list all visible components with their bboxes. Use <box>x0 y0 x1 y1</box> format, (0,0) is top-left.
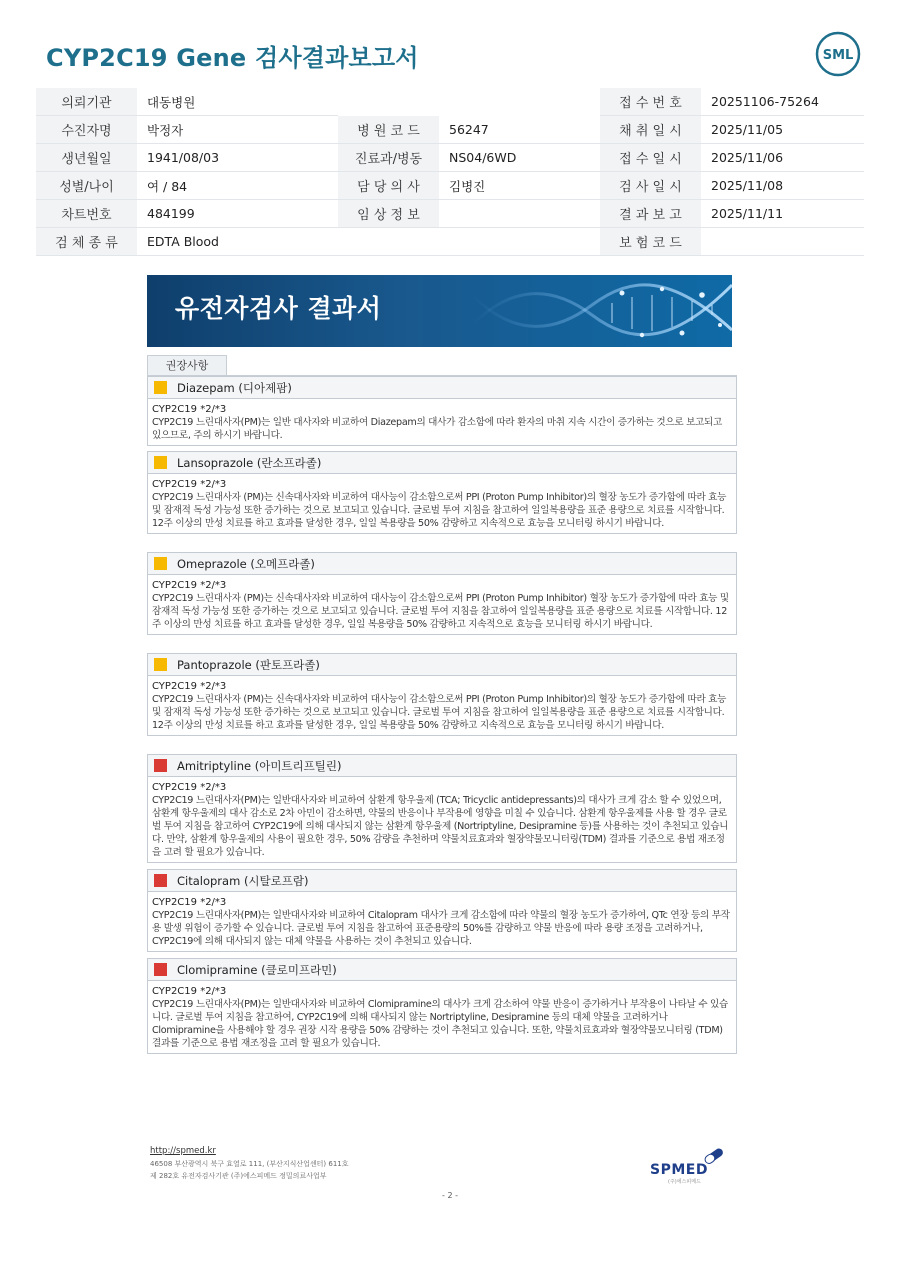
insurance-value <box>701 228 864 256</box>
drug-genotype: CYP2C19 *2/*3 <box>152 782 227 793</box>
drug-name: Clomipramine (클로미프라민) <box>177 962 337 977</box>
drug-description: CYP2C19 느린대사자 (PM)는 신속대사자와 비교하여 대사능이 감소함으로써 PPI (Proton Pump Inhibitor)의 혈장 농도가 증가함에 따라 효능 및 잠재적 독성 가능성 또한 증가하는 것으로 보고되고 있습니다. 글로벌 투여 지침을 참고하여 일일복용량을 표준 용량으로 치료를 시작합니다. 12주 이상의 만성 치료를 하고 효과를 달성한 경우, 일일 복용량을 50% 감량하고 지속적으로 효능을 모니터링 하시기 바랍니다. <box>152 492 727 529</box>
drug-card-body <box>148 399 736 445</box>
drug-name: Citalopram (시탈로프람) <box>177 873 309 888</box>
yellow-status-square-icon <box>154 557 167 570</box>
spmed-brand-sub: (주)에스피메드 <box>668 1179 701 1185</box>
drug-card-body <box>148 575 736 634</box>
drug-genotype: CYP2C19 *2/*3 <box>152 580 227 591</box>
patient-label: 수진자명 <box>36 116 137 144</box>
drug-card-header <box>148 755 736 777</box>
drug-card-header <box>148 377 736 399</box>
result-date-value: 2025/11/11 <box>701 200 864 228</box>
page-number: - 2 - <box>442 1191 458 1200</box>
footer-address-block <box>150 1158 349 1182</box>
patient-value: 박정자 <box>137 116 338 144</box>
yellow-status-square-icon <box>154 658 167 671</box>
receipt-no-value: 20251106-75264 <box>701 88 864 116</box>
receipt-no-label: 접 수 번 호 <box>600 88 701 116</box>
drug-card-body <box>148 676 736 735</box>
drug-name: Amitriptyline (아미트리프틸린) <box>177 758 342 773</box>
drug-card <box>147 869 737 952</box>
drug-card <box>147 451 737 534</box>
sex-age-label: 성별/나이 <box>36 172 137 200</box>
drug-description: CYP2C19 느린대사자(PM)는 일반대사자와 비교하여 Clomipramine의 대사가 크게 감소하여 약물 반응이 증가하거나 부작용이 나타날 수 있습니다. 글로벌 투여 지침을 참고하여, CYP2C19에 의해 대사되지 않는 Nortriptyline, Desipramine 등의 대체 약물을 고려하거나 Clomipramine을 사용해야 할 경우 권장 시작 용량을 50% 감량하는 것이 추천되고 있습니다. 또한, 약물치료효과와 혈장약물모니터링 (TDM) 결과를 기준으로 용법 재조정을 고려 할 필요가 있습니다. <box>152 999 728 1049</box>
red-status-square-icon <box>154 963 167 976</box>
doctor-label: 담 당 의 사 <box>338 172 439 200</box>
dept-value: NS04/6WD <box>439 144 600 172</box>
drug-name: Lansoprazole (란소프라졸) <box>177 455 322 470</box>
hospital-code-value: 56247 <box>439 116 600 144</box>
birth-label: 생년월일 <box>36 144 137 172</box>
test-date-value: 2025/11/08 <box>701 172 864 200</box>
drug-name: Omeprazole (오메프라졸) <box>177 556 315 571</box>
drug-description: CYP2C19 느린대사자(PM)는 일반대사자와 비교하여 삼환계 항우울제 (TCA; Tricyclic antidepressants)의 대사가 크게 감소 할 수 있었으며, 삼환계 항우울제의 대사 감소로 2차 아민이 감소하면, 약물의 반응이나 부작용에 영향을 미칠 수 있습니다. 삼환계 항우울제를 사용 할 경우 글로벌 투여 지침을 참고하여 CYP2C19에 의해 대사되지 않는 삼환계 항우울제 (Nortriptyline, Desipramine 등)를 사용하는 것이 추천되고 있습니다. 만약, 삼환계 항우울제의 사용이 필요한 경우, 50% 감량을 추천하며 약물치료효과와 혈장약물모니터링(TDM) 결과를 기준으로 용법 재조정을 고려 할 필요가 있습니다. <box>152 795 729 858</box>
drug-card <box>147 552 737 635</box>
spmed-logo <box>650 1146 734 1186</box>
drug-card-body <box>148 474 736 533</box>
drug-card <box>147 653 737 736</box>
sml-logo <box>814 30 862 78</box>
drug-genotype: CYP2C19 *2/*3 <box>152 681 227 692</box>
spmed-brand: SPMED <box>650 1162 708 1178</box>
drug-card-body <box>148 981 736 1053</box>
yellow-status-square-icon <box>154 456 167 469</box>
drug-genotype: CYP2C19 *2/*3 <box>152 986 227 997</box>
drug-genotype: CYP2C19 *2/*3 <box>152 479 227 490</box>
svg-text:SML: SML <box>822 48 854 63</box>
banner-title: 유전자검사 결과서 <box>175 294 382 323</box>
footer-address: 46508 부산광역시 북구 효열로 111, (부산지식산업센터) 611호 <box>150 1160 349 1168</box>
drug-card <box>147 958 737 1054</box>
test-date-label: 검 사 일 시 <box>600 172 701 200</box>
drug-genotype: CYP2C19 *2/*3 <box>152 404 227 415</box>
drug-name: Diazepam (디아제팜) <box>177 380 292 395</box>
red-status-square-icon <box>154 874 167 887</box>
clinical-value <box>439 200 600 228</box>
receipt-date-label: 접 수 일 시 <box>600 144 701 172</box>
sex-age-value: 여 / 84 <box>137 172 338 200</box>
chart-label: 차트번호 <box>36 200 137 228</box>
drug-card <box>147 754 737 863</box>
result-date-label: 결 과 보 고 <box>600 200 701 228</box>
drug-card-header <box>148 654 736 676</box>
specimen-value: EDTA Blood <box>137 228 338 256</box>
footer-registry: 제 282호 유전자검사기관 (주)에스피메드 정밀의료사업부 <box>150 1172 327 1180</box>
dept-label: 진료과/병동 <box>338 144 439 172</box>
specimen-label: 검 체 종 류 <box>36 228 137 256</box>
yellow-status-square-icon <box>154 381 167 394</box>
drug-card <box>147 376 737 446</box>
collect-date-value: 2025/11/05 <box>701 116 864 144</box>
report-title: CYP2C19 Gene 검사결과보고서 <box>46 44 419 72</box>
chart-value: 484199 <box>137 200 338 228</box>
result-banner <box>147 275 732 347</box>
institution-label: 의뢰기관 <box>36 88 137 116</box>
recommendation-tab: 권장사항 <box>147 355 227 376</box>
footer-url[interactable]: http://spmed.kr <box>150 1146 216 1156</box>
drug-description: CYP2C19 느린대사자(PM)는 일반대사자와 비교하여 Citalopram 대사가 크게 감소함에 따라 약물의 혈장 농도가 증가하여, QTc 연장 등의 부작용 발생 위험이 증가할 수 있습니다. 글로벌 투여 지침을 참고하여 표준용량의 50%를 감량하고 약물 반응에 따라 용량 조정을 고려하거나, CYP2C19에 의해 대사되지 않는 대체 약물을 사용하는 것이 추천되고 있습니다. <box>152 910 730 947</box>
hospital-code-label: 병 원 코 드 <box>338 116 439 144</box>
collect-date-label: 채 취 일 시 <box>600 116 701 144</box>
dna-helix-icon <box>472 275 732 347</box>
doctor-value: 김병진 <box>439 172 600 200</box>
drug-genotype: CYP2C19 *2/*3 <box>152 897 227 908</box>
drug-description: CYP2C19 느린대사자 (PM)는 신속대사자와 비교하여 대사능이 감소함으로써 PPI (Proton Pump Inhibitor) 혈장 농도가 증가함에 따라 효능 및 잠재적 독성 가능성 또한 증가하는 것으로 보고되고 있습니다. 글로벌 투여 지침을 참고하여 일일복용량을 표준 용량으로 치료를 시작합니다. 12주 이상의 만성 치료를 하고 효과를 달성한 경우, 일일 복용량을 50% 감량하고 지속적으로 효능을 모니터링 하시기 바랍니다. <box>152 593 729 630</box>
drug-card-header <box>148 870 736 892</box>
clinical-label: 임 상 정 보 <box>338 200 439 228</box>
drug-card-header <box>148 553 736 575</box>
drug-description: CYP2C19 느린대사자(PM)는 일반 대사자와 비교하여 Diazepam의 대사가 감소함에 따라 환자의 마취 지속 시간이 증가하는 것으로 보고되고 있으므로, 주의 하시기 바랍니다. <box>152 417 722 441</box>
drug-card-body <box>148 777 736 862</box>
receipt-date-value: 2025/11/06 <box>701 144 864 172</box>
drug-card-body <box>148 892 736 951</box>
drug-description: CYP2C19 느린대사자 (PM)는 신속대사자와 비교하여 대사능이 감소함으로써 PPI (Proton Pump Inhibitor)의 혈장 농도가 증가함에 따라 효능 및 잠재적 독성 가능성 또한 증가하는 것으로 보고되고 있습니다. 글로벌 투여 지침을 참고하여 일일복용량을 표준 용량으로 치료를 시작합니다. 12주 이상의 만성 치료를 하고 효과를 달성한 경우, 일일 복용량을 50% 감량하고 지속적으로 효능을 모니터링 하시기 바랍니다. <box>152 694 727 731</box>
drug-card-header <box>148 959 736 981</box>
drug-card-header <box>148 452 736 474</box>
drug-name: Pantoprazole (판토프라졸) <box>177 657 320 672</box>
institution-value: 대동병원 <box>137 88 338 116</box>
patient-info-table <box>36 88 864 256</box>
birth-value: 1941/08/03 <box>137 144 338 172</box>
red-status-square-icon <box>154 759 167 772</box>
insurance-label: 보 험 코 드 <box>600 228 701 256</box>
